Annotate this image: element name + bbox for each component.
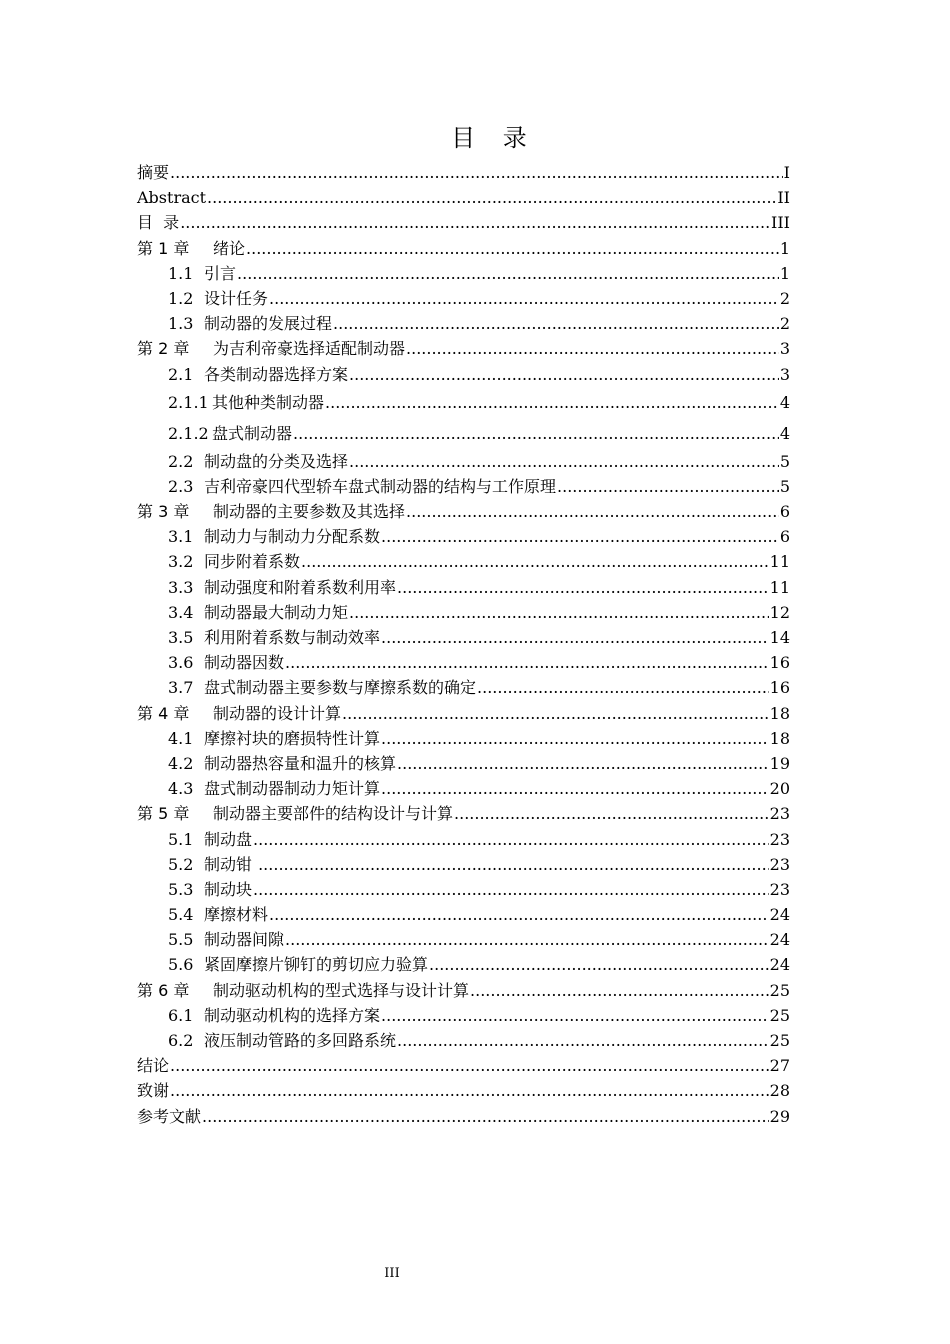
- toc-entry-label: 各类制动器选择方案: [204, 364, 349, 384]
- toc-dot-leader: [381, 1003, 769, 1028]
- page-title: 目 录: [451, 124, 537, 152]
- toc-entry[interactable]: [137, 776, 790, 801]
- toc-entry-label: 吉利帝豪四代型轿车盘式制动器的结构与工作原理: [204, 476, 557, 496]
- toc-chapter-number: 第 4 章: [137, 703, 190, 723]
- toc-entry-number: 1.1: [168, 263, 194, 283]
- toc-entry-label: 制动器间隙: [204, 930, 285, 950]
- toc-entry-page: 4: [779, 392, 790, 412]
- toc-entry-label: 液压制动管路的多回路系统: [204, 1031, 397, 1050]
- toc-dot-leader: [301, 549, 769, 574]
- toc-dot-leader: [253, 827, 769, 852]
- toc-dot-leader: [381, 776, 769, 801]
- toc-entry-page: 12: [769, 602, 790, 622]
- toc-entry-label: 盘式制动器制动力矩计算: [204, 779, 381, 799]
- toc-entry-label: 盘式制动器: [212, 423, 293, 443]
- toc-entry[interactable]: [137, 675, 790, 700]
- toc-dot-leader: [349, 600, 769, 625]
- toc-entry-label: 制动驱动机构的型式选择与设计计算: [213, 980, 470, 1000]
- toc-entry[interactable]: [137, 210, 790, 235]
- toc-entry-label: 盘式制动器主要参数与摩擦系数的确定: [204, 678, 477, 698]
- toc-entry-number: 3.7: [168, 678, 194, 698]
- toc-entry-number: 6.1: [168, 1005, 194, 1025]
- toc-entry-page: 11: [769, 552, 790, 572]
- toc-entry[interactable]: [137, 311, 790, 336]
- toc-entry[interactable]: [137, 449, 790, 474]
- toc-entry[interactable]: [137, 336, 790, 361]
- toc-entry-page: II: [777, 188, 790, 208]
- toc-entry[interactable]: [137, 575, 790, 600]
- toc-entry-number: 3.3: [168, 577, 194, 597]
- toc-entry-number: 1.2: [168, 288, 194, 308]
- toc-entry[interactable]: [137, 902, 790, 927]
- toc-dot-leader: [207, 185, 776, 210]
- toc-entry-number: 6.2: [168, 1031, 194, 1050]
- toc-entry[interactable]: [137, 387, 790, 418]
- toc-entry[interactable]: [137, 701, 790, 726]
- toc-dot-leader: [180, 210, 770, 235]
- toc-entry-label: 摩擦材料: [204, 905, 269, 925]
- toc-dot-leader: [170, 160, 783, 185]
- toc-entry-label: 同步附着系数: [204, 552, 301, 572]
- toc-dot-leader: [325, 387, 779, 418]
- toc-entry-number: 3.1: [168, 527, 194, 547]
- table-of-contents: [137, 160, 790, 1129]
- toc-dot-leader: [258, 852, 769, 877]
- toc-dot-leader: [349, 449, 779, 474]
- toc-entry-page: 16: [769, 653, 790, 673]
- toc-entry-page: 5: [779, 476, 790, 496]
- toc-entry-number: 5.6: [168, 955, 194, 975]
- toc-entry-page: 5: [779, 451, 790, 471]
- toc-dot-leader: [170, 1053, 769, 1078]
- toc-dot-leader: [202, 1104, 769, 1129]
- toc-entry[interactable]: [137, 827, 790, 852]
- toc-entry-page: 2: [779, 288, 790, 308]
- toc-entry-number: 3.6: [168, 653, 194, 673]
- toc-entry-label: 制动盘的分类及选择: [204, 451, 349, 471]
- toc-entry[interactable]: [137, 1104, 790, 1129]
- toc-entry-number: 4.2: [168, 753, 194, 773]
- toc-chapter-number: 第 2 章: [137, 339, 190, 359]
- toc-dot-leader: [397, 575, 769, 600]
- toc-entry-page: 23: [769, 879, 790, 899]
- toc-chapter-number: 第 1 章: [137, 238, 190, 258]
- toc-entry-label: 紧固摩擦片铆钉的剪切应力验算: [204, 955, 429, 975]
- toc-entry[interactable]: [137, 185, 790, 210]
- toc-entry-number: 2.1.1: [168, 392, 209, 412]
- toc-entry-page: 14: [769, 628, 790, 647]
- toc-entry[interactable]: [137, 1078, 790, 1103]
- toc-entry-page: 6: [779, 502, 790, 522]
- toc-entry-label: 摩擦衬块的磨损特性计算: [204, 728, 381, 748]
- toc-entry-label: 制动器的主要参数及其选择: [213, 502, 406, 522]
- toc-entry-page: 16: [769, 678, 790, 698]
- toc-entry-label: 利用附着系数与制动效率: [204, 628, 381, 647]
- toc-entry-page: I: [783, 163, 790, 182]
- toc-entry-label: Abstract: [137, 188, 207, 208]
- toc-entry-page: 18: [769, 703, 790, 723]
- toc-entry-number: 5.3: [168, 879, 194, 899]
- toc-dot-leader: [253, 877, 769, 902]
- toc-entry-number: 5.4: [168, 905, 194, 925]
- toc-entry[interactable]: [137, 362, 790, 387]
- toc-entry[interactable]: [137, 650, 790, 675]
- toc-dot-leader: [397, 1028, 769, 1053]
- toc-dot-leader: [285, 927, 769, 952]
- toc-entry-label: 制动块: [204, 879, 253, 899]
- toc-entry-label: 为吉利帝豪选择适配制动器: [213, 339, 406, 359]
- toc-entry-number: 3.4: [168, 602, 194, 622]
- toc-dot-leader: [381, 726, 769, 751]
- toc-entry[interactable]: [137, 499, 790, 524]
- toc-entry-page: 25: [769, 980, 790, 1000]
- toc-entry-page: 24: [769, 955, 790, 975]
- toc-entry[interactable]: [137, 286, 790, 311]
- toc-entry-page: 11: [769, 577, 790, 597]
- toc-entry[interactable]: [137, 927, 790, 952]
- toc-entry[interactable]: [137, 625, 790, 650]
- toc-entry-page: 29: [769, 1106, 790, 1126]
- toc-entry-label: 制动器的设计计算: [213, 703, 342, 723]
- toc-entry-page: 20: [769, 779, 790, 799]
- toc-entry-label: 制动钳: [204, 854, 258, 874]
- toc-entry[interactable]: [137, 1003, 790, 1028]
- toc-entry-number: 4.3: [168, 779, 194, 799]
- toc-dot-leader: [406, 336, 779, 361]
- toc-entry-number: 3.2: [168, 552, 194, 572]
- toc-entry[interactable]: [137, 952, 790, 977]
- toc-entry-page: 24: [769, 930, 790, 950]
- toc-entry-label: 设计任务: [204, 288, 269, 308]
- toc-entry-label: 绪论: [213, 238, 246, 258]
- toc-entry-page: 24: [769, 905, 790, 925]
- toc-entry-label: 制动力与制动力分配系数: [204, 527, 381, 547]
- toc-entry-page: 23: [769, 854, 790, 874]
- toc-dot-leader: [429, 952, 769, 977]
- toc-dot-leader: [269, 902, 769, 927]
- toc-dot-leader: [333, 311, 779, 336]
- toc-dot-leader: [470, 978, 769, 1003]
- toc-entry-label: 制动器热容量和温升的核算: [204, 753, 397, 773]
- toc-entry-label: 引言: [204, 263, 237, 283]
- toc-entry-page: III: [771, 213, 790, 233]
- toc-entry-label: 制动盘: [204, 829, 253, 849]
- toc-entry-page: 19: [769, 753, 790, 773]
- toc-dot-leader: [285, 650, 769, 675]
- toc-entry-number: 2.1: [168, 364, 194, 384]
- toc-entry-number: 5.5: [168, 930, 194, 950]
- toc-entry-page: 25: [769, 1005, 790, 1025]
- toc-entry-number: 3.5: [168, 628, 194, 647]
- toc-entry-label: 制动强度和附着系数利用率: [204, 577, 397, 597]
- toc-entry-page: 6: [779, 527, 790, 547]
- toc-entry-number: 5.2: [168, 854, 194, 874]
- toc-entry-number: 2.3: [168, 476, 194, 496]
- toc-entry-label: 目 录: [137, 213, 180, 233]
- toc-entry[interactable]: [137, 726, 790, 751]
- toc-entry-label: 制动器主要部件的结构设计与计算: [213, 804, 454, 824]
- toc-entry-page: 2: [779, 314, 790, 334]
- toc-entry[interactable]: [137, 978, 790, 1003]
- toc-entry-label: 制动器的发展过程: [204, 314, 333, 334]
- toc-entry[interactable]: [137, 1028, 790, 1053]
- toc-dot-leader: [170, 1078, 769, 1103]
- toc-entry-number: 4.1: [168, 728, 194, 748]
- toc-entry-number: 2.2: [168, 451, 194, 471]
- toc-entry-page: 25: [769, 1031, 790, 1050]
- toc-entry-page: 3: [779, 364, 790, 384]
- toc-entry-label: 制动器因数: [204, 653, 285, 673]
- toc-entry-page: 4: [779, 423, 790, 443]
- page-footer-number: III: [384, 1266, 400, 1281]
- toc-dot-leader: [557, 474, 779, 499]
- toc-entry-page: 23: [769, 829, 790, 849]
- toc-entry[interactable]: [137, 801, 790, 826]
- toc-chapter-number: 第 6 章: [137, 980, 190, 1000]
- toc-entry-number: 2.1.2: [168, 423, 209, 443]
- toc-entry[interactable]: [137, 600, 790, 625]
- toc-entry-number: 5.1: [168, 829, 194, 849]
- toc-entry-page: 1: [779, 263, 790, 283]
- toc-dot-leader: [349, 362, 779, 387]
- toc-entry[interactable]: [137, 160, 790, 185]
- toc-dot-leader: [381, 625, 769, 650]
- toc-entry-label: 摘要: [137, 163, 170, 182]
- toc-entry-label: 其他种类制动器: [212, 392, 325, 412]
- toc-chapter-number: 第 5 章: [137, 804, 190, 824]
- toc-entry-page: 23: [769, 804, 790, 824]
- toc-dot-leader: [269, 286, 779, 311]
- toc-dot-leader: [381, 524, 779, 549]
- toc-entry-label: 结论: [137, 1056, 170, 1076]
- toc-dot-leader: [293, 418, 779, 449]
- toc-entry-label: 致谢: [137, 1081, 170, 1101]
- toc-dot-leader: [454, 801, 769, 826]
- toc-dot-leader: [406, 499, 779, 524]
- toc-entry-label: 制动驱动机构的选择方案: [204, 1005, 381, 1025]
- toc-entry[interactable]: [137, 236, 790, 261]
- toc-entry-page: 27: [769, 1056, 790, 1076]
- toc-entry[interactable]: [137, 474, 790, 499]
- toc-dot-leader: [246, 236, 779, 261]
- toc-entry-label: 参考文献: [137, 1106, 202, 1126]
- toc-entry[interactable]: [137, 1053, 790, 1078]
- toc-entry[interactable]: [137, 418, 790, 449]
- toc-entry[interactable]: [137, 751, 790, 776]
- toc-entry[interactable]: [137, 549, 790, 574]
- toc-dot-leader: [477, 675, 769, 700]
- toc-entry-number: 1.3: [168, 314, 194, 334]
- toc-entry-page: 1: [779, 238, 790, 258]
- toc-entry-page: 18: [769, 728, 790, 748]
- toc-entry-page: 3: [779, 339, 790, 359]
- toc-entry-label: 制动器最大制动力矩: [204, 602, 349, 622]
- toc-entry[interactable]: [137, 852, 790, 877]
- toc-dot-leader: [237, 261, 779, 286]
- toc-entry[interactable]: [137, 524, 790, 549]
- toc-dot-leader: [342, 701, 769, 726]
- toc-chapter-number: 第 3 章: [137, 502, 190, 522]
- toc-entry[interactable]: [137, 261, 790, 286]
- toc-entry-page: 28: [769, 1081, 790, 1101]
- toc-dot-leader: [397, 751, 769, 776]
- toc-entry[interactable]: [137, 877, 790, 902]
